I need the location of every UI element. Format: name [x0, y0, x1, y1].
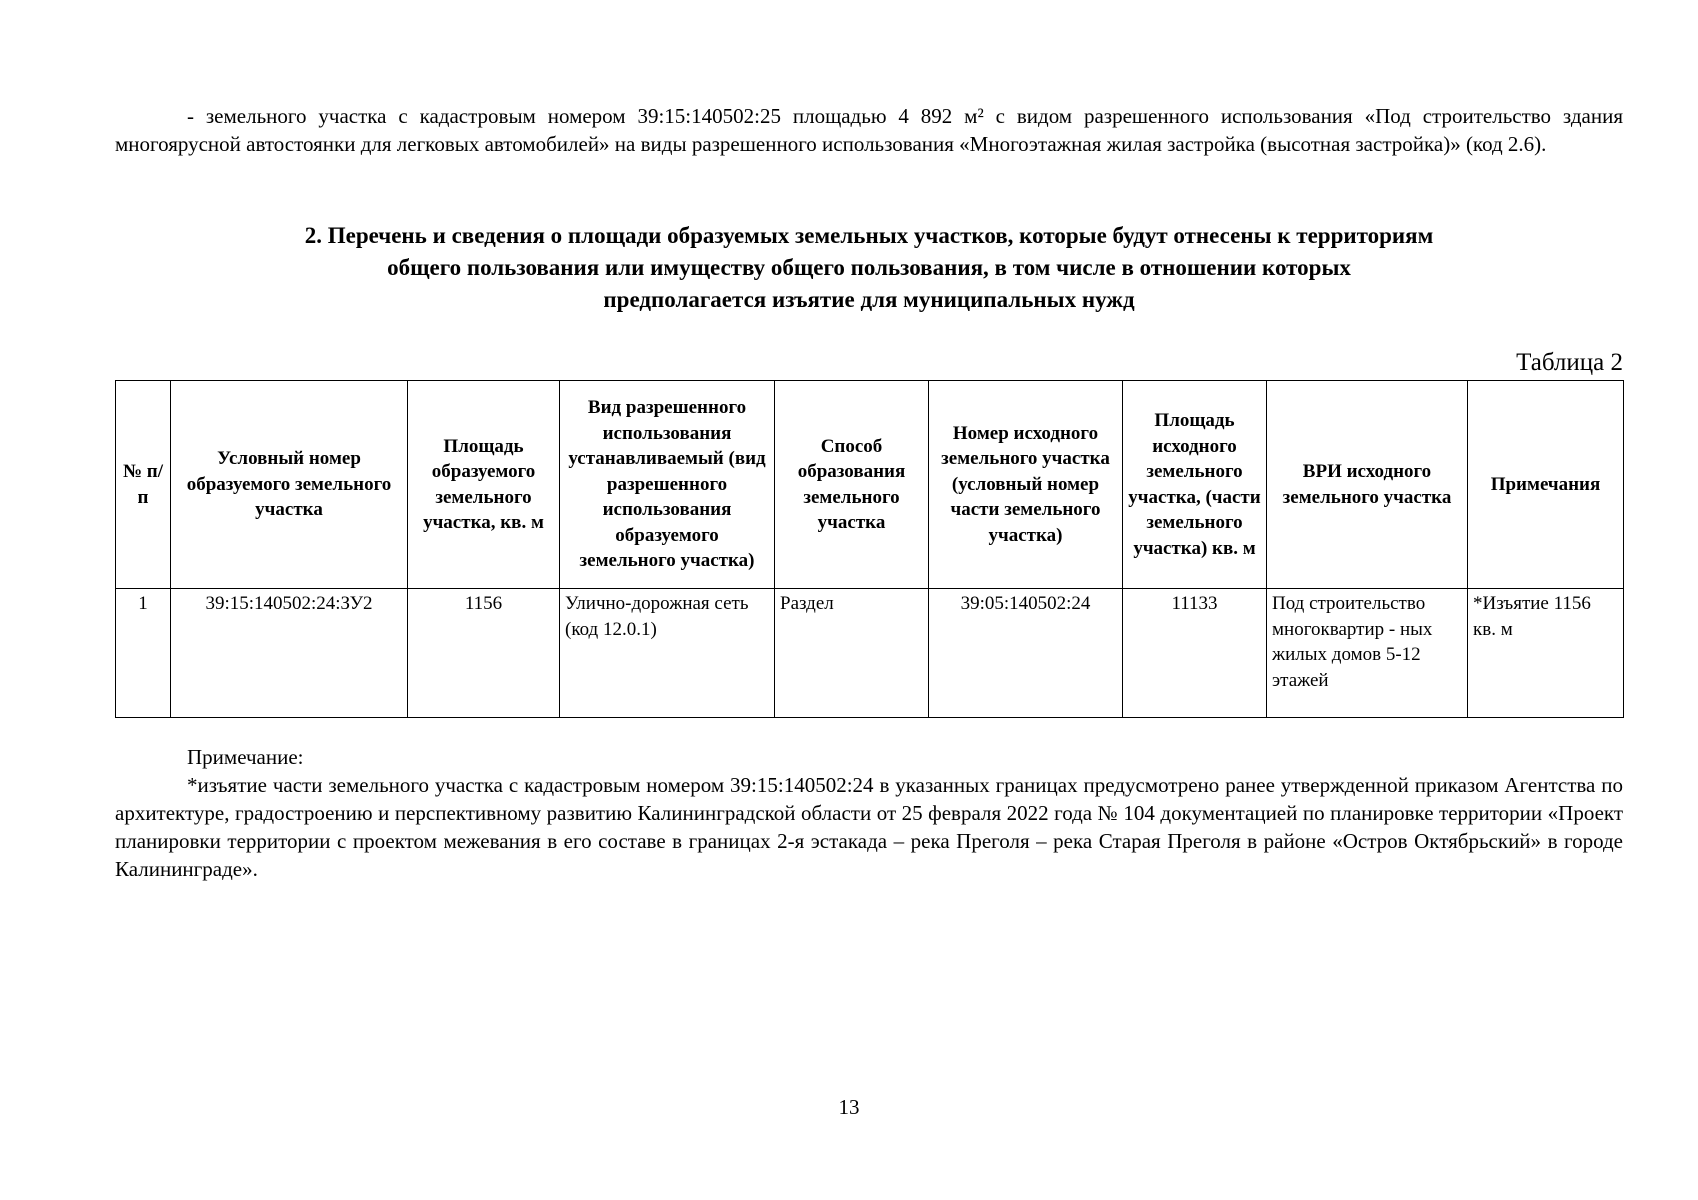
- header-conditional-number: Условный номер образуемого земельного участка: [171, 381, 408, 589]
- page-number: 13: [838, 1095, 860, 1119]
- section-heading-line-2: общего пользования или имуществу общего пользования, в том числе в отношении которых: [387, 255, 1351, 280]
- header-number: № п/п: [116, 381, 171, 589]
- header-area: Площадь образуемого земельного участка, кв. м: [408, 381, 560, 589]
- table-row: [116, 589, 1624, 718]
- cell-formation-method: Раздел: [775, 589, 929, 718]
- header-formation-method: Способ образования земельного участка: [775, 381, 929, 589]
- cell-number: 1: [116, 589, 171, 718]
- section-heading: [115, 220, 1623, 316]
- cell-permitted-use: Улично-дорожная сеть (код 12.0.1): [560, 589, 775, 718]
- land-plots-table: [115, 380, 1624, 718]
- header-permitted-use: Вид разрешенного использования устанавливаемый (вид разрешенного использования образуемого земельного участка): [560, 381, 775, 589]
- cell-source-number: 39:05:140502:24: [929, 589, 1123, 718]
- section-heading-line-3: предполагается изъятие для муниципальных нужд: [603, 287, 1135, 312]
- section-heading-line-1: 2. Перечень и сведения о площади образуемых земельных участков, которые будут отнесены к территориям: [304, 223, 1434, 248]
- note-text: *изъятие части земельного участка с кадастровым номером 39:15:140502:24 в указанных границах предусмотрено ранее утвержденной приказом Агентства по архитектуре, градостроению и перспективному развитию Калининградской области от 25 февраля 2022 года № 104 документацией по планировке территории «Проект планировки территории с проектом межевания в его составе в границах 2-я эстакада – река Преголя – река Старая Преголя в районе «Остров Октябрьский» в городе Калининграде».: [115, 773, 1623, 881]
- header-source-area: Площадь исходного земельного участка, (части земельного участка) кв. м: [1123, 381, 1267, 589]
- intro-paragraph: - земельного участка с кадастровым номером 39:15:140502:25 площадью 4 892 м² с видом разрешенного использования «Под строительство здания многоярусной автостоянки для легковых автомобилей» на виды разрешенного использования «Многоэтажная жилая застройка (высотная застройка)» (код 2.6).: [115, 104, 1623, 156]
- cell-source-use: Под строительство многоквартир - ных жилых домов 5-12 этажей: [1267, 589, 1468, 718]
- header-source-use: ВРИ исходного земельного участка: [1267, 381, 1468, 589]
- cell-area: 1156: [408, 589, 560, 718]
- table-header-row: [116, 381, 1624, 589]
- note-title: Примечание:: [187, 745, 304, 769]
- cell-conditional-number: 39:15:140502:24:ЗУ2: [171, 589, 408, 718]
- cell-source-area: 11133: [1123, 589, 1267, 718]
- cell-notes: *Изъятие 1156 кв. м: [1468, 589, 1624, 718]
- header-notes: Примечания: [1468, 381, 1624, 589]
- table-caption: Таблица 2: [1516, 349, 1623, 376]
- header-source-number: Номер исходного земельного участка (условный номер части земельного участка): [929, 381, 1123, 589]
